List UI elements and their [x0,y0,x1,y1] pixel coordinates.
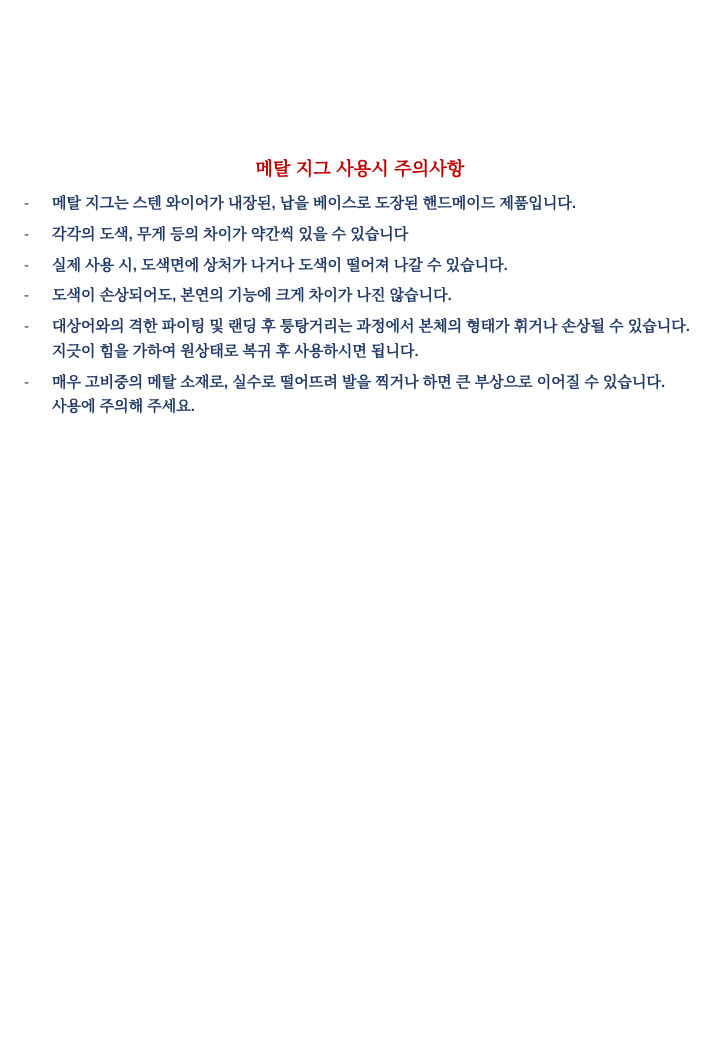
page-title: 메탈 지그 사용시 주의사항 [255,159,465,179]
notice-list [18,192,704,426]
list-bullet: - [24,318,29,335]
list-item [18,284,704,309]
list-item-text: 실제 사용 시, 도색면에 상처가 나거나 도색이 떨어져 나갈 수 있습니다. [52,256,508,274]
list-item-text: 각각의 도색, 무게 등의 차이가 약간씩 있을 수 있습니다 [52,225,409,243]
list-bullet: - [24,256,29,274]
list-bullet: - [24,373,29,391]
list-item-text: 도색이 손상되어도, 본연의 기능에 크게 차이가 나진 않습니다. [52,287,452,305]
list-item [18,315,704,365]
list-item [18,371,704,421]
list-bullet: - [24,225,29,243]
list-item [18,254,704,279]
list-bullet: - [24,287,29,305]
list-bullet: - [24,195,29,212]
list-item-text: 매우 고비중의 메탈 소재로, 실수로 떨어뜨려 발을 찍거나 하면 큰 부상으로 이어질 수 있습니다. 사용에 주의해 주세요. [52,373,666,416]
list-item [18,223,704,248]
list-item [18,192,704,217]
list-item-text: 메탈 지그는 스텐 와이어가 내장된, 납을 베이스로 도장된 핸드메이드 제품입니다. [52,195,577,212]
list-item-text: 대상어와의 격한 파이팅 및 랜딩 후 퉁탕거리는 과정에서 본체의 형태가 휘거나 손상될 수 있습니다. 지긋이 힘을 가하여 원상태로 복귀 후 사용하시면 됩니다. [52,318,690,360]
